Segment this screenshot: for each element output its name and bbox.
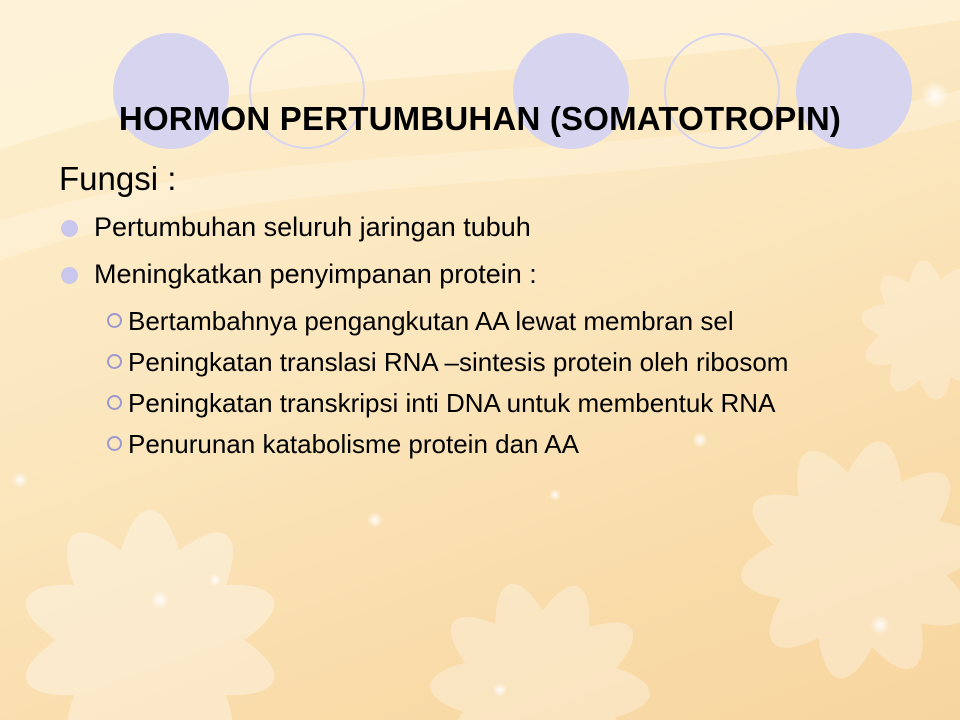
sub-bullet-list bbox=[107, 302, 960, 466]
flower-bottom-middle bbox=[429, 575, 651, 720]
slide-title: HORMON PERTUMBUHAN (SOMATOTROPIN) bbox=[118, 100, 842, 137]
sub-bullet-text: Bertambahnya pengangkutan AA lewat membran sel bbox=[128, 306, 734, 336]
bullet-dot-icon bbox=[61, 267, 78, 284]
sub-bullet-item bbox=[107, 384, 960, 422]
bullet-list bbox=[60, 208, 920, 302]
bullet-dot-icon bbox=[61, 220, 78, 237]
sub-bullet-item bbox=[107, 343, 828, 381]
sub-bullet-text: Penurunan katabolisme protein dan AA bbox=[128, 429, 579, 459]
bullet-item bbox=[60, 208, 920, 246]
ring-outline-icon bbox=[107, 395, 122, 410]
bullet-item bbox=[60, 255, 920, 293]
sub-bullet-item bbox=[107, 302, 960, 340]
sub-bullet-text: Peningkatan transkripsi inti DNA untuk membentuk RNA bbox=[128, 388, 776, 418]
section-heading: Fungsi : bbox=[59, 160, 177, 197]
flower-bottom-left bbox=[14, 510, 286, 720]
ring-outline-icon bbox=[107, 436, 122, 451]
flower-right bbox=[736, 435, 960, 685]
bullet-text: Meningkatkan penyimpanan protein : bbox=[94, 259, 537, 289]
sub-bullet-item bbox=[107, 425, 960, 463]
ring-outline-icon bbox=[107, 354, 122, 369]
ring-outline-icon bbox=[107, 313, 122, 328]
bullet-text: Pertumbuhan seluruh jaringan tubuh bbox=[94, 212, 531, 242]
sub-bullet-text: Peningkatan translasi RNA –sintesis protein oleh ribosom bbox=[128, 347, 789, 377]
